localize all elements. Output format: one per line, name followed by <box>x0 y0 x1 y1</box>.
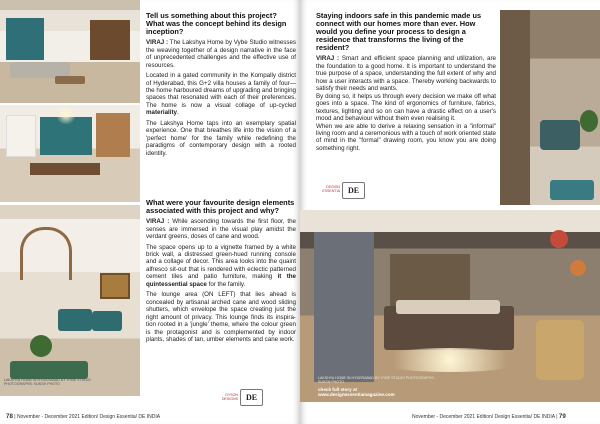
window <box>6 115 36 157</box>
page-footer <box>6 413 160 420</box>
wooden-door <box>96 113 130 157</box>
paragraph-text: The space opens up to a vignette framed by a white brick wall, a distressed green-hued running console and a collage of decor. This area looks into the quaint alfresco sit-out that is rendered with eclectic patterned cement tiles and patio furniture, making <box>146 243 296 281</box>
speaker-label: VIRAJ : <box>146 218 170 226</box>
pillows <box>396 300 500 314</box>
dining-photo <box>0 105 140 202</box>
answer-paragraph <box>316 55 496 92</box>
paragraph: When we are able to derive a relaxing sensation in a "informal" living room and a ceremonious with a touch of work oriented state of mind in the "formal" drawing room, you know you are doing something right. <box>316 122 496 152</box>
plant <box>30 335 52 357</box>
page-footer-right <box>412 413 566 420</box>
teal-armchair <box>58 309 92 331</box>
curtain <box>500 10 530 205</box>
de-logo <box>240 389 263 406</box>
living-room-photo <box>0 0 140 103</box>
green-rug <box>10 361 88 379</box>
website-link: www.designessentiamagazine.com <box>318 392 395 397</box>
coffee-table <box>55 76 85 84</box>
relaxing-corner-photo <box>500 10 600 205</box>
speaker-label: VIRAJ : <box>146 39 169 47</box>
paragraph: By doing so, it helps us through every decision we make off what goes into a space. The kind of ergonomics of furniture, fabrics, textures, lighting and so on can have a drastic effect on a user's mood and behaviour without them even realising it. <box>316 92 496 123</box>
cane-arch <box>20 227 72 280</box>
emphasis-text: materiality <box>146 109 177 117</box>
wall-plate <box>550 230 568 248</box>
dining-table <box>30 163 100 175</box>
answer-text: While ascending towards the first floor, the senses are immersed in the visual play amidst the verdant greens, doses of cane and wood. <box>146 218 296 241</box>
paragraph <box>146 244 296 289</box>
page-number: 79 <box>558 413 566 420</box>
patterned-chair <box>540 120 580 150</box>
wall-plate <box>570 260 586 276</box>
paragraph-text: . <box>176 109 179 117</box>
question-heading: Staying indoors safe in this pandemic made us connect with our homes more than ever. How would you define your process to design a residence that transforms the living of the resident? <box>316 11 482 53</box>
paragraph <box>146 72 296 117</box>
teal-wall <box>6 18 44 60</box>
photo-credit: LAKSHYA HOME IN HYDERABAD BY VYBE STUDIO PHOTOGRAPHS: SUKSH PHOTO <box>318 376 435 385</box>
question-heading: Tell us something about this project? What was the concept behind its design inception? <box>146 11 287 37</box>
right-text-column <box>316 12 496 152</box>
logo-label: DYSON DESIGNS <box>221 393 238 402</box>
answer-text: The Lakshya Home by Vybe Studio witnesses the weaving together of a design narrative in the face of unprecedented challenges and the effective use of resources. <box>146 39 296 69</box>
wardrobe <box>314 232 374 382</box>
check-line: check full story at <box>318 387 358 392</box>
paragraph: The lounge area (ON LEFT) that lies ahead is concealed by artisanal arched cane and wood sliding shutters, which envelope the space creating just the right amount of privacy. This lounge finds its inspira- tion rooted in a 'jungle' theme, where the colour green is the protagonist and is complemented by indoor plants, shades of tan, umber elements and cane work. <box>146 291 296 343</box>
patterned-armchair <box>536 320 584 380</box>
lounge-photo <box>0 205 140 396</box>
teal-armchair <box>92 311 122 331</box>
logo-text: DE <box>347 186 360 195</box>
answer-text: Smart and efficient space planning and utilization, are the foundation to a good home. It is important to understand the true purpose of a space, understanding the full extent of why and how a user interacts with a space. Thereby working backwards to satisfy their needs and wants. <box>316 55 496 93</box>
question-heading: What were your favourite design elements associated with this project and why? <box>146 198 295 216</box>
answer-paragraph <box>146 218 296 240</box>
ceiling <box>0 205 140 219</box>
paragraph: The Lakshya Home taps into an exemplary spatial experience. One that breathes life into the vision of a 'perfect home' for the family while redefining the paradigms of contemporary design with a rooted identity. <box>146 119 296 157</box>
logo-text: DE <box>245 393 258 402</box>
page-number: 78 <box>6 413 13 420</box>
answer-paragraph <box>146 39 296 69</box>
pendant-light <box>56 105 76 125</box>
left-text-column <box>146 12 296 157</box>
tv-unit <box>90 20 130 60</box>
paragraph-text: Located in a gated community in the Kompally district of Hyderabad, this G+2 villa houses a family of four—the home harboured dreams of upgrading and bringing spaces that resonated with each of their preferences. The home is now a visual collage of up-cycled <box>146 72 296 109</box>
plant <box>580 110 598 132</box>
ceiling <box>0 0 140 10</box>
bedroom-photo <box>300 210 600 402</box>
paragraph-text: for the family. <box>206 280 246 288</box>
left-text-column-lower <box>146 199 296 343</box>
floor-glow <box>370 348 530 372</box>
logo-label: DESIGN ESSENTIA <box>322 185 340 194</box>
footer-text: November - December 2021 Edition/ Design Essentia/ DE INDIA | <box>412 414 558 420</box>
teal-ottoman <box>550 180 594 200</box>
check-story-text <box>318 387 448 397</box>
photo-credit: LAKSHYA HOME IN HYDERABAD BY VYBE STUDIO PHOTOGRAPHS: SUKSH PHOTO <box>4 378 91 387</box>
emphasis-text: it the quintessential space <box>146 273 297 288</box>
speaker-label: VIRAJ : <box>316 55 340 63</box>
ceiling <box>300 210 600 232</box>
footer-text: | November - December 2021 Edition/ Design Essentia/ DE INDIA <box>14 414 161 420</box>
wall-painting <box>100 273 130 299</box>
de-logo <box>342 182 365 199</box>
